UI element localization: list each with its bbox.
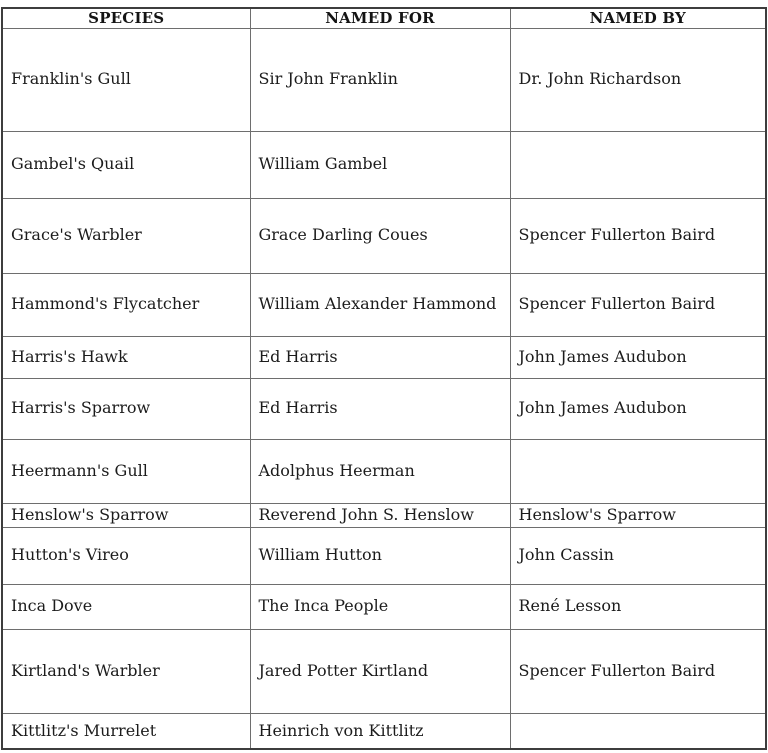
- named-by-cell: John Cassin: [510, 527, 766, 584]
- species-cell: Harris's Sparrow: [2, 378, 250, 439]
- header-row: [2, 8, 766, 28]
- named-by-cell: Henslow's Sparrow: [510, 503, 766, 527]
- table-row: [2, 527, 766, 584]
- named-for-cell: William Gambel: [250, 131, 510, 198]
- species-cell: Kittlitz's Murrelet: [2, 713, 250, 749]
- column-header-named-for: NAMED FOR: [250, 8, 510, 28]
- named-by-cell: Spencer Fullerton Baird: [510, 198, 766, 273]
- named-for-cell: Ed Harris: [250, 336, 510, 378]
- species-cell: Harris's Hawk: [2, 336, 250, 378]
- named-by-cell: John James Audubon: [510, 336, 766, 378]
- species-cell: Kirtland's Warbler: [2, 629, 250, 713]
- named-by-cell: René Lesson: [510, 584, 766, 629]
- named-for-cell: Sir John Franklin: [250, 28, 510, 131]
- species-cell: Gambel's Quail: [2, 131, 250, 198]
- named-by-cell: Dr. John Richardson: [510, 28, 766, 131]
- column-header-named-by: NAMED BY: [510, 8, 766, 28]
- species-cell: Hammond's Flycatcher: [2, 273, 250, 336]
- named-for-cell: Jared Potter Kirtland: [250, 629, 510, 713]
- named-for-cell: The Inca People: [250, 584, 510, 629]
- named-for-cell: William Hutton: [250, 527, 510, 584]
- column-header-species: SPECIES: [2, 8, 250, 28]
- named-by-cell: John James Audubon: [510, 378, 766, 439]
- table-row: [2, 503, 766, 527]
- named-by-cell: Spencer Fullerton Baird: [510, 629, 766, 713]
- named-by-cell: [510, 131, 766, 198]
- bird-eponyms-table: [1, 7, 767, 750]
- species-cell: Heermann's Gull: [2, 439, 250, 503]
- species-cell: Franklin's Gull: [2, 28, 250, 131]
- table-row: [2, 713, 766, 749]
- table-row: [2, 439, 766, 503]
- named-for-cell: Grace Darling Coues: [250, 198, 510, 273]
- table-row: [2, 336, 766, 378]
- table-row: [2, 629, 766, 713]
- species-cell: Hutton's Vireo: [2, 527, 250, 584]
- species-cell: Inca Dove: [2, 584, 250, 629]
- table-row: [2, 584, 766, 629]
- table-row: [2, 131, 766, 198]
- table-row: [2, 273, 766, 336]
- species-cell: Grace's Warbler: [2, 198, 250, 273]
- named-for-cell: William Alexander Hammond: [250, 273, 510, 336]
- named-for-cell: Heinrich von Kittlitz: [250, 713, 510, 749]
- species-cell: Henslow's Sparrow: [2, 503, 250, 527]
- named-for-cell: Reverend John S. Henslow: [250, 503, 510, 527]
- table-row: [2, 28, 766, 131]
- table-row: [2, 198, 766, 273]
- named-for-cell: Adolphus Heerman: [250, 439, 510, 503]
- named-by-cell: [510, 439, 766, 503]
- named-by-cell: Spencer Fullerton Baird: [510, 273, 766, 336]
- named-by-cell: [510, 713, 766, 749]
- named-for-cell: Ed Harris: [250, 378, 510, 439]
- table-row: [2, 378, 766, 439]
